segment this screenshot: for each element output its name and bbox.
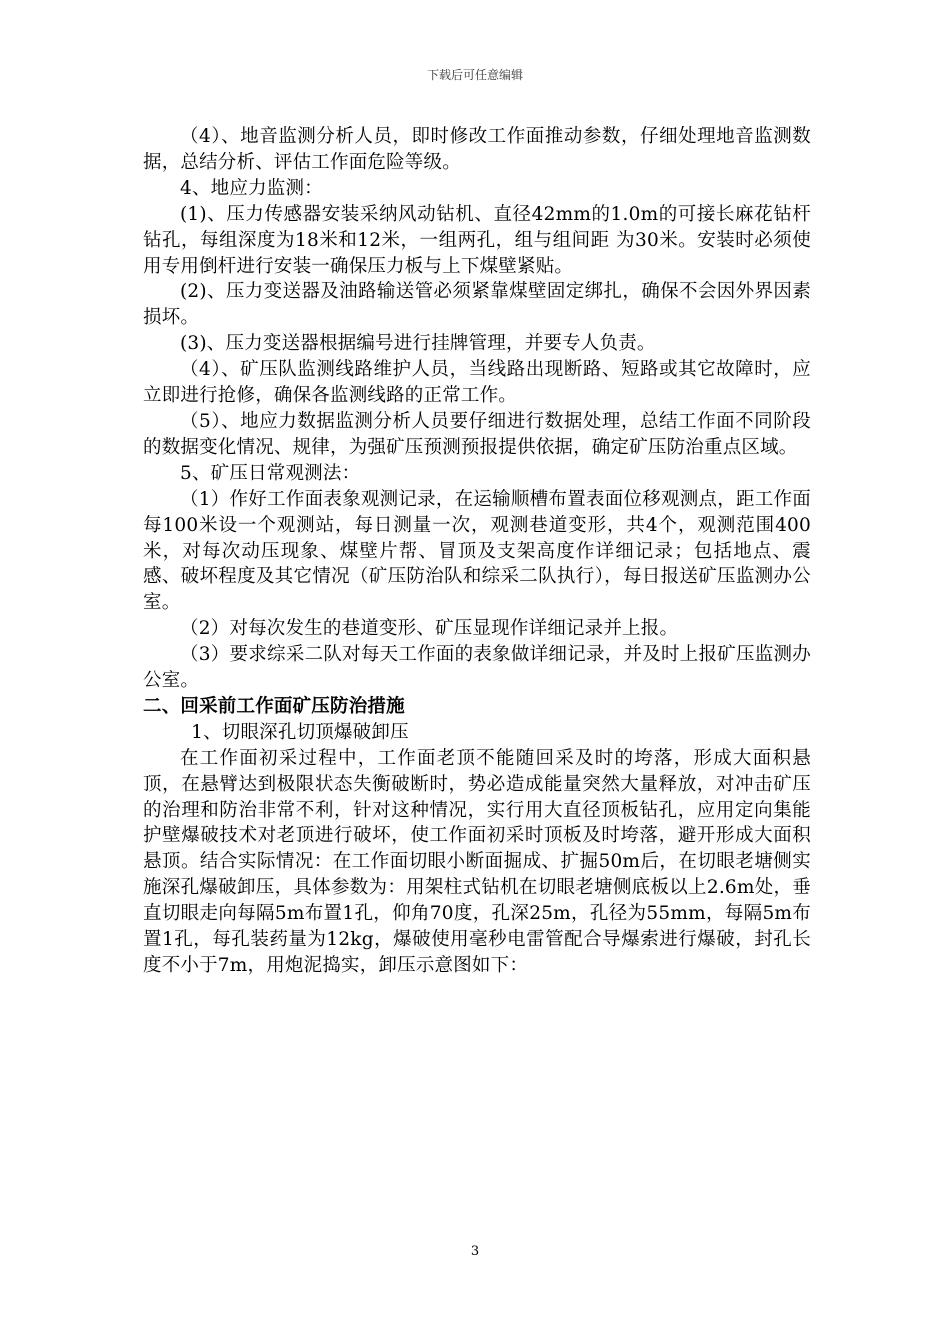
section-heading: 二、回采前工作面矿压防治措施 [143, 695, 405, 717]
paragraph-stress-data-analysis: （5）、地应力数据监测分析人员要仔细进行数据处理，总结工作面不同阶段的数据变化情况、规律，为强矿压预测预报提供依据，确定矿压防治重点区域。 [143, 410, 811, 458]
paragraph-transmitter-fixing: (2)、压力变送器及油路输送管必须紧靠煤壁固定绑扎，确保不会因外界因素损坏。 [143, 281, 811, 329]
paragraph-deformation-record: （2）对每次发生的巷道变形、矿压显现作详细记录并上报。 [180, 618, 679, 640]
paragraph-daily-observation-title: 5、矿压日常观测法： [180, 462, 361, 484]
document-body [143, 124, 811, 979]
paragraph-surface-observation: （1）作好工作面表象观测记录，在运输顺槽布置表面位移观测点，距工作面每100米设一个观测站，每日测量一次，观测巷道变形，共4个，观测范围400米，对每次动压现象、煤壁片帮、冒顶及支架高度作详细记录；包括地点、震感、破坏程度及其它情况（矿压防治队和综采二队执行），每日报送矿压监测办公室。 [143, 488, 811, 614]
paragraph-line-maintenance: （4）、矿压队监测线路维护人员，当线路出现断路、短路或其它故障时，应立即进行抢修，确保各监测线路的正常工作。 [143, 359, 811, 407]
subsection-heading: 1、切眼深孔切顶爆破卸压 [191, 721, 409, 743]
paragraph-stress-monitoring-title: 4、地应力监测： [180, 177, 323, 199]
paragraph-pressure-sensor-install: (1)、压力传感器安装采纳风动钻机、直径42mm的1.0m的可接长麻花钻杆钻孔，每组深度为18米和12米，一组两孔，组与组间距 为30米。安装时必须使用专用倒杆进行安装一确保压力板与上下煤壁紧贴。 [143, 203, 811, 277]
paragraph-transmitter-tagging: (3)、压力变送器根据编号进行挂牌管理，并要专人负责。 [180, 333, 656, 355]
paragraph-daily-report: （3）要求综采二队对每天工作面的表象做详细记录，并及时上报矿压监测办公室。 [143, 644, 811, 692]
paragraph-geophone-analysis: （4）、地音监测分析人员，即时修改工作面推动参数，仔细处理地音监测数据，总结分析、评估工作面危险等级。 [143, 126, 811, 173]
page-header: 下载后可任意编辑 [426, 68, 523, 82]
paragraph-blasting-procedure: 在工作面初采过程中，工作面老顶不能随回采及时的垮落，形成大面积悬顶，在悬臂达到极限状态失衡破断时，势必造成能量突然大量释放，对冲击矿压的治理和防治非常不利，针对这种情况，实行用大直径顶板钻孔，应用定向集能护壁爆破技术对老顶进行破坏，使工作面初采时顶板及时垮落，避开形成大面积悬顶。结合实际情况：在工作面切眼小断面掘成、扩掘50m后，在切眼老塘侧实施深孔爆破卸压，具体参数为：用架柱式钻机在切眼老塘侧底板以上2.6m处，垂直切眼走向每隔5m布置1孔，仰角70度，孔深25m，孔径为55mm，每隔5m布置1孔，每孔装药量为12kg，爆破使用毫秒电雷管配合导爆索进行爆破，封孔长度不小于7m，用炮泥捣实，卸压示意图如下： [143, 747, 811, 976]
page-number: 3 [470, 1244, 480, 1259]
